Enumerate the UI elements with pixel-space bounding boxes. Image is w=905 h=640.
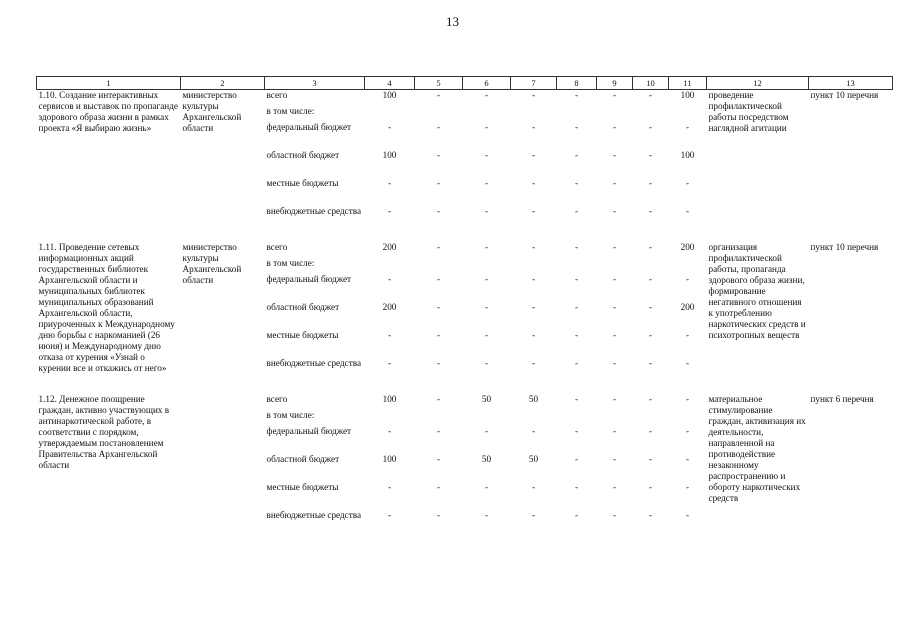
funding-value [597,258,633,274]
funding-value: - [574,453,579,464]
funding-value: - [484,329,489,340]
funding-value: - [436,301,441,312]
funding-value: - [648,149,653,160]
funding-value: - [612,90,617,100]
funding-source-label: в том числе: [266,409,315,420]
funding-value: - [574,393,579,404]
funding-source-label: федеральный бюджет [266,273,352,284]
reference-cell: пункт 10 перечня [810,241,879,252]
activity-cell: 1.11. Проведение сетевых информационных акций государственных библиотек Архангельской области и муниципальных библиотек муниципальных образований Архангельской области, приуроченных к Международному дню борьбы с наркоманией (26 июня) и Международному дню отказа от курения «Узнай о курении все и откажись от него» [38,241,175,373]
funding-value: - [436,273,441,284]
funding-value: - [612,481,617,492]
column-header: 11 [669,77,707,90]
column-header: 10 [633,77,669,90]
funding-value: - [436,121,441,132]
column-header: 5 [415,77,463,90]
funding-source-label: в том числе: [266,257,315,268]
funding-value: - [531,301,536,312]
funding-value [633,258,669,274]
funding-value [633,106,669,122]
column-header: 7 [511,77,557,90]
column-header: 4 [365,77,415,90]
funding-value: - [436,425,441,436]
funding-value: - [648,241,653,252]
funding-source-label: местные бюджеты [266,177,339,188]
funding-value: 50 [528,393,539,404]
funding-value: - [436,481,441,492]
funding-value: - [612,273,617,284]
funding-value [557,106,597,122]
column-header: 3 [265,77,365,90]
funding-value: - [484,90,489,100]
funding-value: - [531,329,536,340]
block-separator [37,234,893,242]
funding-source-label: внебюджетные средства [266,357,362,368]
funding-value [557,258,597,274]
table-row [37,90,893,106]
funding-value [633,410,669,426]
column-header: 8 [557,77,597,90]
block-separator [37,386,893,394]
funding-value: - [436,509,441,520]
funding-value: - [436,205,441,216]
funding-value: - [387,273,392,284]
funding-value: - [648,177,653,188]
funding-source-label: местные бюджеты [266,329,339,340]
funding-value: - [387,425,392,436]
executor-cell: министерство культуры Архангельской области [182,90,242,133]
funding-value: 200 [382,301,397,312]
page-number: 13 [446,14,459,29]
funding-value: - [648,301,653,312]
funding-value: - [484,241,489,252]
funding-value: - [612,329,617,340]
activity-cell: 1.10. Создание интерактивных сервисов и выставок по пропаганде здорового образа жизни в рамках проекта «Я выбираю жизнь» [38,90,178,133]
column-header: 9 [597,77,633,90]
column-header: 6 [463,77,511,90]
funding-value: - [648,357,653,368]
funding-value [365,106,415,122]
funding-source-label: всего [266,90,288,100]
reference-cell: пункт 6 перечня [810,393,874,404]
funding-source-label: областной бюджет [266,149,340,160]
funding-value [463,410,511,426]
funding-value: - [685,329,690,340]
funding-value: - [612,121,617,132]
funding-value: - [387,509,392,520]
funding-value: - [612,301,617,312]
funding-value: - [387,177,392,188]
separator-cell [37,386,893,394]
funding-value: - [574,329,579,340]
funding-value: - [531,90,536,100]
column-header: 13 [809,77,893,90]
funding-value: - [531,357,536,368]
funding-value: - [484,509,489,520]
funding-source-label: всего [266,393,288,404]
funding-value: - [685,205,690,216]
funding-value [463,106,511,122]
funding-value: - [685,425,690,436]
funding-value: 200 [680,301,695,312]
funding-value: - [574,241,579,252]
funding-value [511,410,557,426]
funding-value: - [685,453,690,464]
funding-value: - [685,273,690,284]
funding-value: - [648,205,653,216]
funding-source-label: областной бюджет [266,453,340,464]
funding-source-label: внебюджетные средства [266,205,362,216]
funding-value: - [574,205,579,216]
funding-value: 100 [382,90,397,100]
executor-cell: министерство культуры Архангельской области [182,241,242,285]
funding-value: 50 [481,393,492,404]
funding-value: 100 [382,453,397,464]
funding-value: - [484,273,489,284]
funding-value: - [648,329,653,340]
funding-source-label: всего [266,241,288,252]
funding-value [511,258,557,274]
funding-value: - [574,357,579,368]
funding-value: - [436,90,441,100]
funding-value: 100 [382,393,397,404]
funding-value: - [436,241,441,252]
funding-value: - [436,149,441,160]
funding-value [597,410,633,426]
funding-value: - [612,149,617,160]
funding-value [511,106,557,122]
funding-value: - [484,149,489,160]
funding-value: - [531,481,536,492]
funding-source-label: областной бюджет [266,301,340,312]
funding-value [463,258,511,274]
funding-value: - [436,177,441,188]
funding-value: - [387,481,392,492]
funding-value [557,410,597,426]
funding-value [597,106,633,122]
funding-value [669,410,707,426]
result-cell: проведение профилактической работы посредством наглядной агитации [708,90,789,133]
funding-value: - [612,453,617,464]
funding-value: - [436,393,441,404]
funding-value: 200 [680,241,695,252]
funding-value: - [685,357,690,368]
result-cell: материальное стимулирование граждан, активизация их деятельности, направленной на противодействие незаконному распространению и обороту наркотических средств [708,393,806,503]
funding-value: - [612,357,617,368]
funding-value: - [685,481,690,492]
funding-value: - [484,205,489,216]
funding-value: - [436,453,441,464]
funding-value [415,258,463,274]
separator-cell [37,234,893,242]
funding-value: - [648,121,653,132]
funding-value: - [574,121,579,132]
funding-value [669,106,707,122]
column-header: 12 [707,77,809,90]
column-header: 1 [37,77,181,90]
activity-cell: 1.12. Денежное поощрение граждан, активно участвующих в антинаркотической работе, в соответствии с порядком, утверждаемым постановлением Правительства Архангельской области [38,393,170,470]
funding-value: - [612,425,617,436]
funding-value: 100 [680,149,695,160]
funding-value: - [574,177,579,188]
header-row [37,77,893,90]
funding-value: - [574,273,579,284]
funding-value [365,258,415,274]
funding-value: - [387,205,392,216]
table-row [37,242,893,258]
funding-value: - [531,177,536,188]
funding-value: - [436,329,441,340]
funding-value: 100 [382,149,397,160]
funding-source-label: федеральный бюджет [266,425,352,436]
funding-value: - [387,357,392,368]
executor-cell [181,394,265,538]
funding-value: - [574,509,579,520]
funding-value: 50 [528,453,539,464]
funding-value: - [531,273,536,284]
reference-cell: пункт 10 перечня [810,90,879,100]
funding-value: - [685,393,690,404]
funding-value [669,258,707,274]
funding-value: - [612,241,617,252]
funding-value: - [685,177,690,188]
funding-value: - [685,121,690,132]
funding-value: - [612,393,617,404]
funding-value [415,410,463,426]
funding-value: - [484,121,489,132]
funding-source-label: внебюджетные средства [266,509,362,520]
funding-value: - [612,177,617,188]
funding-value: - [387,329,392,340]
funding-value: - [484,425,489,436]
funding-value: - [574,425,579,436]
funding-value: - [436,357,441,368]
funding-value: - [484,177,489,188]
funding-value: 200 [382,241,397,252]
funding-value: - [648,273,653,284]
funding-value: - [574,149,579,160]
funding-value: - [648,453,653,464]
funding-value: - [484,301,489,312]
funding-value: - [531,509,536,520]
funding-value: - [531,205,536,216]
funding-source-label: в том числе: [266,105,315,116]
funding-value: 50 [481,453,492,464]
column-header: 2 [181,77,265,90]
funding-value: - [612,509,617,520]
funding-value: - [648,425,653,436]
program-table [36,76,893,538]
funding-value: - [612,205,617,216]
funding-value: - [484,357,489,368]
funding-source-label: федеральный бюджет [266,121,352,132]
funding-value: - [648,393,653,404]
funding-value: - [387,121,392,132]
funding-value: - [531,241,536,252]
funding-value: - [648,481,653,492]
funding-value: - [685,509,690,520]
funding-value: - [574,301,579,312]
table-row [37,394,893,410]
funding-value: - [648,90,653,100]
funding-value: - [531,149,536,160]
funding-value: - [531,121,536,132]
funding-value [415,106,463,122]
funding-source-label: местные бюджеты [266,481,339,492]
funding-value: - [574,90,579,100]
table-body [37,90,893,538]
funding-value: - [484,481,489,492]
funding-value: - [648,509,653,520]
result-cell: организация профилактической работы, пропаганда здорового образа жизни, формирование негативного отношения к употреблению наркотических средств и психотропных веществ [708,241,806,340]
funding-value: 100 [680,90,695,100]
funding-value [365,410,415,426]
funding-value: - [574,481,579,492]
funding-value: - [531,425,536,436]
